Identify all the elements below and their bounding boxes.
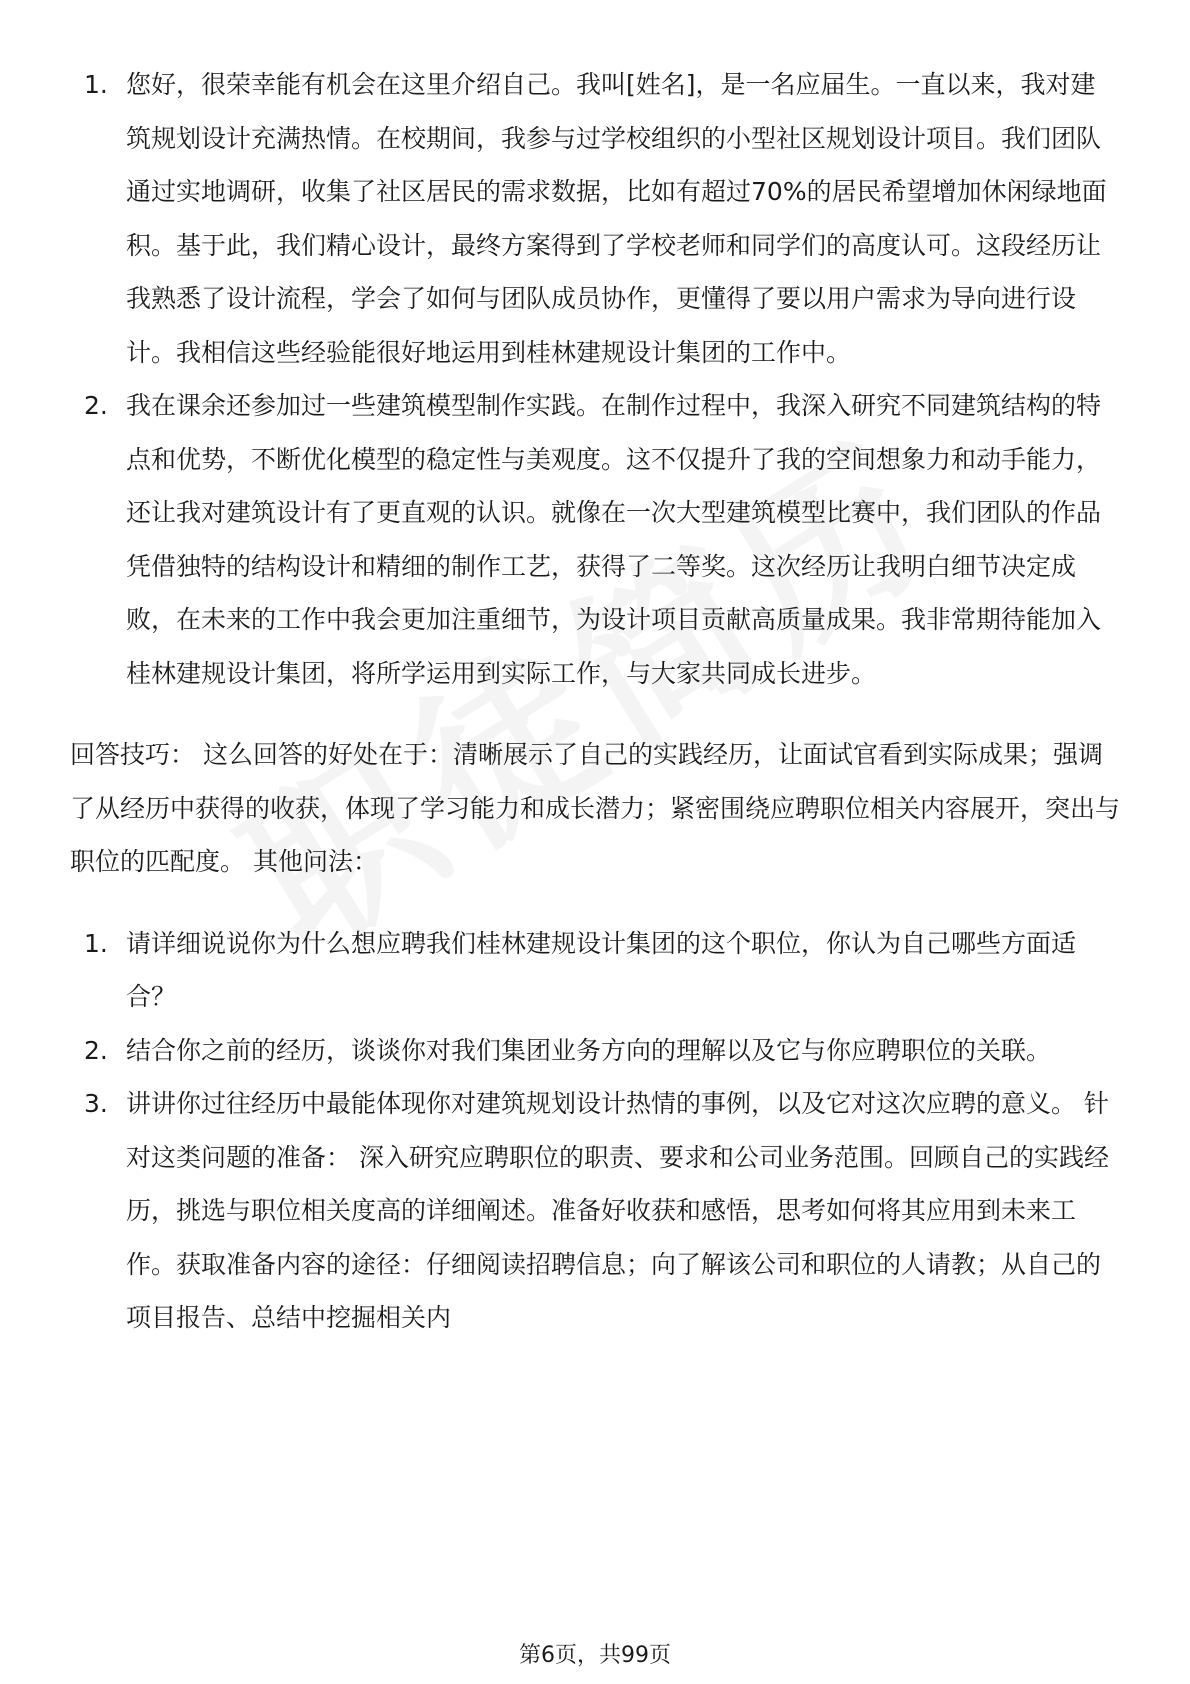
other-questions-list <box>70 917 1120 1345</box>
list-item-text: 我在课余还参加过一些建筑模型制作实践。在制作过程中，我深入研究不同建筑结构的特点和优势，不断优化模型的稳定性与美观度。这不仅提升了我的空间想象力和动手能力，还让我对建筑设计有了更直观的认识。就像在一次大型建筑模型比赛中，我们团队的作品凭借独特的结构设计和精细的制作工艺，获得了二等奖。这次经历让我明白细节决定成败，在未来的工作中我会更加注重细节，为设计项目贡献高质量成果。我非常期待能加入桂林建规设计集团，将所学运用到实际工作，与大家共同成长进步。 <box>126 391 1102 688</box>
list-item <box>70 1077 1120 1345</box>
answer-tips: 回答技巧： 这么回答的好处在于：清晰展示了自己的实践经历，让面试官看到实际成果；强调了从经历中获得的收获，体现了学习能力和成长潜力；紧密围绕应聘职位相关内容展开，突出与职位的匹配度。 其他问法： <box>70 740 1121 876</box>
list-number: 2. <box>84 391 108 420</box>
list-number: 1. <box>84 928 108 958</box>
list-item-text: 您好，很荣幸能有机会在这里介绍自己。我叫[姓名]，是一名应届生。一直以来，我对建筑规划设计充满热情。在校期间，我参与过学校组织的小型社区规划设计项目。我们团队通过实地调研，收集了社区居民的需求数据，比如有超过70%的居民希望增加休闲绿地面积。基于此，我们精心设计，最终方案得到了学校老师和同学们的高度认可。这段经历让我熟悉了设计流程，学会了如何与团队成员协作，更懂得了要以用户需求为导向进行设计。我相信这些经验能很好地运用到桂林建规设计集团的工作中。 <box>126 70 1107 367</box>
answer-list <box>70 58 1120 700</box>
list-item <box>70 1024 1120 1078</box>
list-number: 3. <box>84 1089 108 1118</box>
document-body <box>70 58 1120 1345</box>
list-number: 1. <box>84 70 108 99</box>
list-item-text: 请详细说说你为什么想应聘我们桂林建规设计集团的这个职位，你认为自己哪些方面适合？ <box>126 928 1077 1011</box>
list-item <box>70 58 1120 379</box>
list-number: 2. <box>84 1035 108 1065</box>
list-item-text: 讲讲你过往经历中最能体现你对建筑规划设计热情的事例，以及它对这次应聘的意义。 针对这类问题的准备： 深入研究应聘职位的职责、要求和公司业务范围。回顾自己的实践经历，挑选与职位相关度高的详细阐述。准备好收获和感悟，思考如何将其应用到未来工作。获取准备内容的途径：仔细阅读招聘信息；向了解该公司和职位的人请教；从自己的项目报告、总结中挖掘相关内 <box>126 1089 1109 1332</box>
list-item <box>70 379 1120 700</box>
list-item-text: 结合你之前的经历，谈谈你对我们集团业务方向的理解以及它与你应聘职位的关联。 <box>126 1035 1052 1065</box>
list-item <box>70 917 1120 1024</box>
page-number: 第6页，共99页 <box>519 1643 671 1668</box>
